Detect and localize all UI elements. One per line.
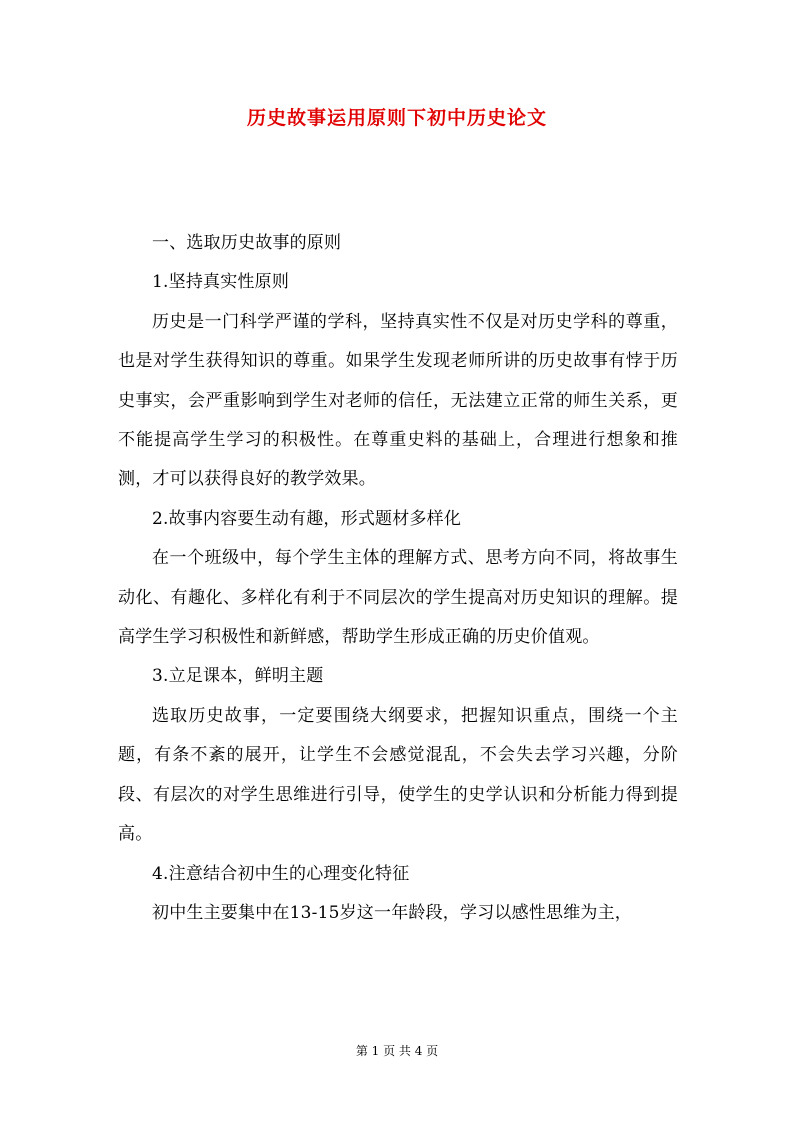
page-footer: 第 1 页 共 4 页	[355, 1044, 439, 1058]
body-paragraph: 初中生主要集中在13-15岁这一年龄段，学习以感性思维为主，	[152, 902, 633, 923]
subsection-heading: 2.故事内容要生动有趣，形式题材多样化	[152, 508, 462, 529]
subsection-heading: 1.坚持真实性原则	[152, 272, 290, 293]
document-body	[118, 224, 678, 933]
document-title: 历史故事运用原则下初中历史论文	[246, 107, 547, 129]
section-heading: 一、选取历史故事的原则	[152, 233, 342, 253]
subsection-heading: 3.立足课本，鲜明主题	[152, 666, 324, 687]
body-paragraph: 历史是一门科学严谨的学科，坚持真实性不仅是对历史学科的尊重，也是对学生获得知识的尊重。如果学生发现老师所讲的历史故事有悖于历史事实，会严重影响到学生对老师的信任，无法建立正常的师生关系，更不能提高学生学习的积极性。在尊重史料的基础上，合理进行想象和推测，才可以获得良好的教学效果。	[118, 311, 678, 490]
body-paragraph: 在一个班级中，每个学生主体的理解方式、思考方向不同，将故事生动化、有趣化、多样化有利于不同层次的学生提高对历史知识的理解。提高学生学习积极性和新鲜感，帮助学生形成正确的历史价值观。	[118, 548, 678, 648]
subsection-heading: 4.注意结合初中生的心理变化特征	[152, 863, 410, 884]
body-paragraph: 选取历史故事，一定要围绕大纲要求，把握知识重点，围绕一个主题，有条不紊的展开，让学生不会感觉混乱，不会失去学习兴趣，分阶段、有层次的对学生思维进行引导，使学生的史学认识和分析能力得到提高。	[118, 705, 678, 845]
